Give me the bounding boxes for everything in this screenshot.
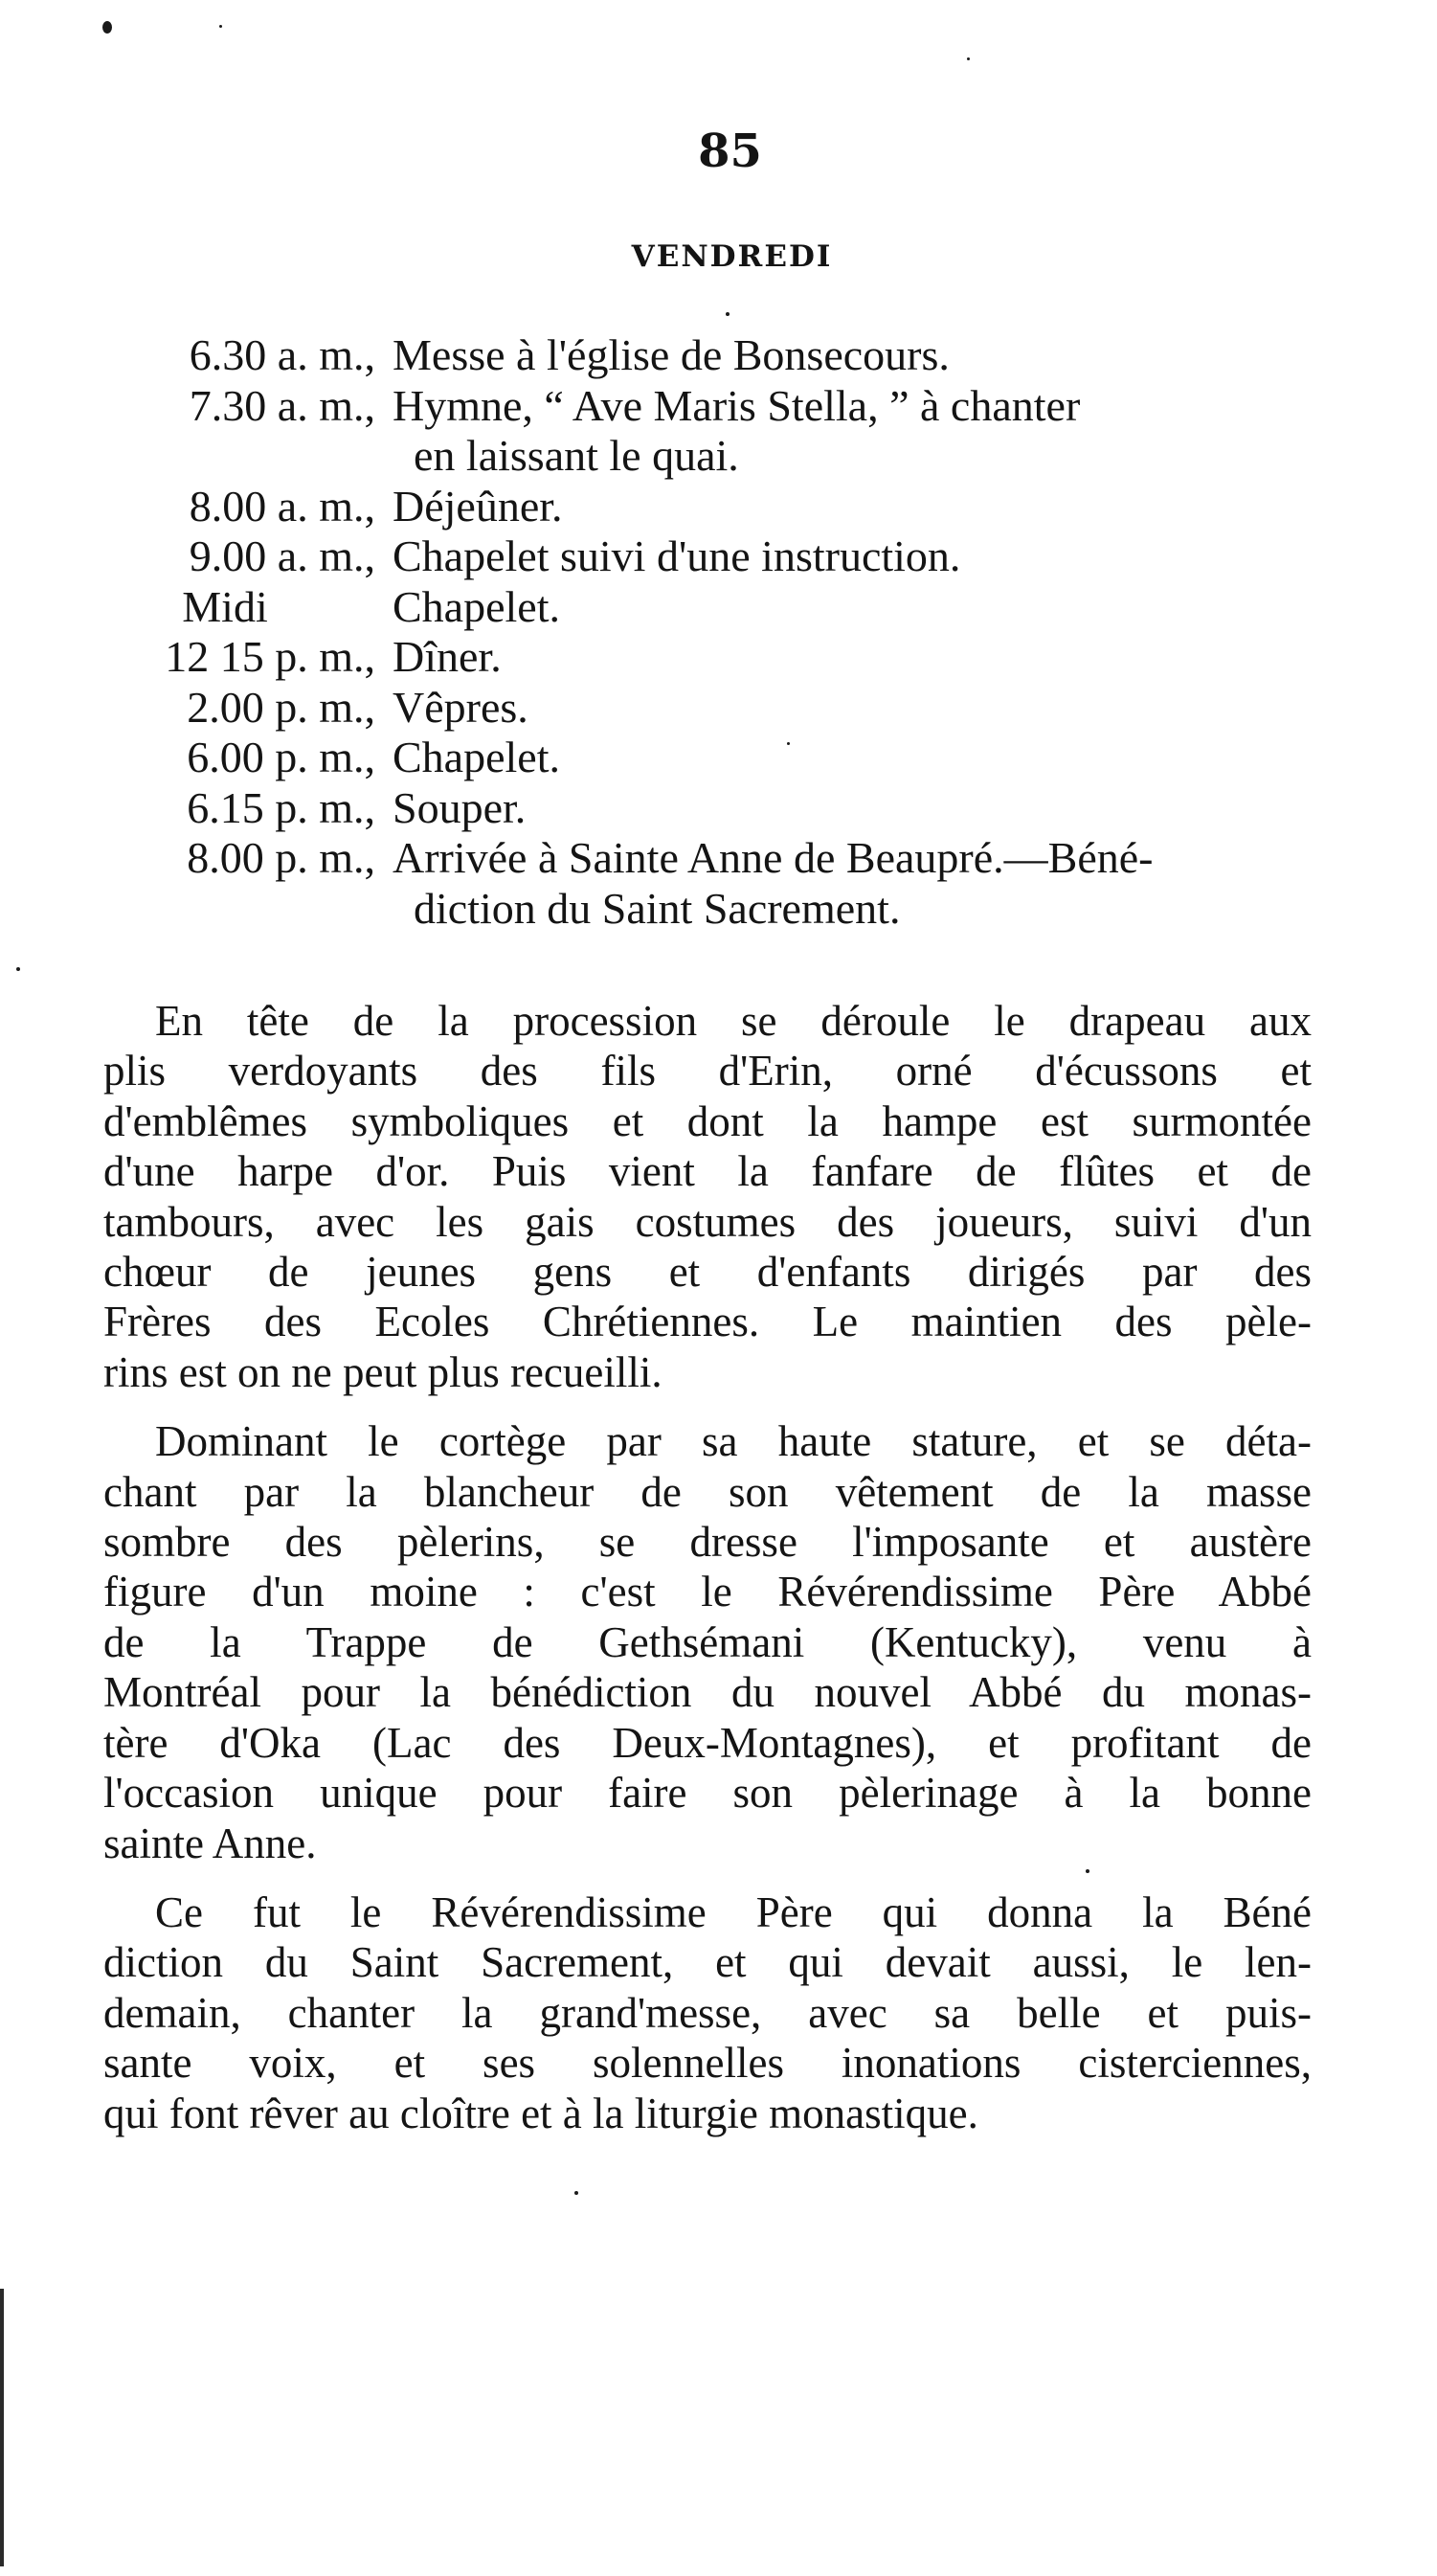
schedule-time: 12 15 p. m., [165,632,375,681]
paragraph-line: d'une harpe d'or. Puis vient la fanfare de flûtes et de [103,1147,1312,1196]
schedule-time: 6.15 p. m., [187,782,375,832]
schedule-event-line: Arrivée à Sainte Anne de Beaupré.—Béné- [393,833,1154,882]
schedule-event [393,531,1359,582]
ink-speck [102,21,112,34]
paragraph-line: sante voix, et ses solennelles inonations cisterciennes, [103,2039,1312,2088]
paragraph-line: En tête de la procession se déroule le drapeau aux [155,997,1312,1045]
body-text [103,996,1312,2158]
schedule-row [96,582,1359,633]
schedule-event-line: Dîner. [393,632,502,681]
schedule-time: 7.30 a. m., [189,380,375,430]
schedule-event-line: Souper. [393,782,527,832]
schedule-event [393,330,1359,381]
paragraph-line: figure d'un moine : c'est le Révérendissime Père Abbé [103,1568,1312,1616]
paragraph [103,1887,1312,2138]
schedule-event-line: Chapelet suivi d'une instruction. [393,531,961,580]
schedule-event [393,683,1359,734]
schedule-event [393,783,1359,834]
schedule-event-line: Messe à l'église de Bonsecours. [393,330,950,379]
ink-speck [967,57,970,60]
schedule-event [393,833,1359,934]
paragraph-line: Frères des Ecoles Chrétiennes. Le maintien des pèle- [103,1298,1312,1346]
schedule-event [393,733,1359,783]
paragraph-line: Ce fut le Révérendissime Père qui donna la Béné [155,1887,1312,1936]
schedule-row [96,683,1359,734]
day-heading: VENDREDI [631,239,833,274]
schedule-time: 8.00 a. m., [189,481,375,531]
paragraph-line: demain, chanter la grand'messe, avec sa belle et puis- [103,1988,1312,2037]
page-number: 85 [698,124,762,178]
schedule-row [96,783,1359,834]
paragraph-line: d'emblêmes symboliques et dont la hampe est surmontée [103,1096,1312,1145]
schedule-time: 6.30 a. m., [189,330,375,379]
schedule-list [96,330,1359,934]
schedule-time: Midi [182,581,268,631]
schedule-row [96,632,1359,683]
schedule-event-line: Vêpres. [393,682,528,732]
paragraph-line: sainte Anne. [103,1819,317,1867]
paragraph-line: qui font rêver au cloître et à la liturgie monastique. [103,2089,978,2137]
paragraph-line: de la Trappe de Gethsémani (Kentucky), venu à [103,1617,1312,1666]
schedule-event-line: Chapelet. [393,733,560,781]
schedule-time: 6.00 p. m., [187,733,375,781]
schedule-event [393,482,1359,532]
schedule-time: 8.00 p. m., [187,833,375,882]
paragraph-line: Dominant le cortège par sa haute stature, et se déta- [155,1417,1312,1466]
schedule-time: 2.00 p. m., [187,682,375,732]
paragraph-line: chant par la blancheur de son vêtement de la masse [103,1467,1312,1516]
schedule-event [393,381,1359,482]
paragraph [103,1416,1312,1868]
schedule-row [96,482,1359,532]
schedule-row [96,733,1359,783]
paragraph [103,996,1312,1397]
ink-speck [574,2191,578,2195]
paragraph-line: rins est on ne peut plus recueilli. [103,1347,662,1396]
schedule-row [96,381,1359,482]
schedule-event-line: Déjeûner. [393,481,563,531]
ink-speck [726,312,730,316]
schedule-event [393,632,1359,683]
paragraph-line: plis verdoyants des fils d'Erin, orné d'écussons et [103,1047,1312,1096]
schedule-row [96,531,1359,582]
schedule-event-line: Hymne, “ Ave Maris Stella, ” à chanter [393,380,1081,430]
paragraph-line: chœur de jeunes gens et d'enfants dirigés par des [103,1248,1312,1297]
schedule-time: 9.00 a. m., [189,531,375,580]
schedule-event-line: Chapelet. [393,581,560,631]
schedule-row [96,833,1359,934]
paragraph-line: tambours, avec les gais costumes des joueurs, suivi d'un [103,1197,1312,1246]
schedule-event-line: diction du Saint Sacrement. [414,883,901,933]
paragraph-line: sombre des pèlerins, se dresse l'imposante et austère [103,1518,1312,1567]
paragraph-line: l'occasion unique pour faire son pèlerinage à la bonne [103,1769,1312,1818]
page-edge-rule [0,2289,4,2566]
schedule-event-line: en laissant le quai. [414,431,739,480]
paragraph-line: Montréal pour la bénédiction du nouvel Abbé du monas- [103,1668,1312,1717]
ink-speck [16,967,20,971]
ink-speck [219,25,222,28]
paragraph-line: diction du Saint Sacrement, et qui devait aussi, le len- [103,1938,1312,1987]
paragraph-line: tère d'Oka (Lac des Deux-Montagnes), et profitant de [103,1718,1312,1767]
schedule-event [393,582,1359,633]
schedule-row [96,330,1359,381]
